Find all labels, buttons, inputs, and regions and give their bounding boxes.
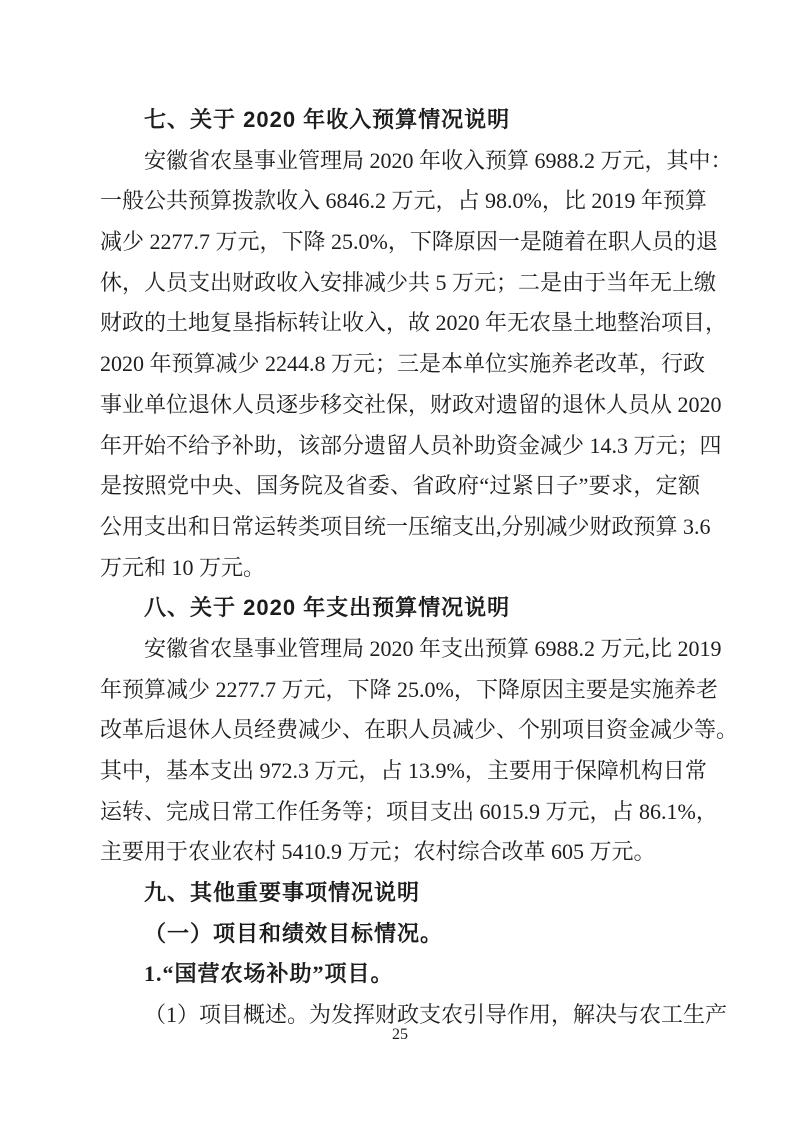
document-content xyxy=(100,100,739,1036)
paragraph-line: 公用支出和日常运转类项目统一压缩支出,分别减少财政预算 3.6 xyxy=(100,513,711,539)
paragraph-line: 年开始不给予补助，该部分遗留人员补助资金减少 14.3 万元；四 xyxy=(100,432,722,458)
paragraph-line: 万元和 10 万元。 xyxy=(100,554,266,580)
paragraph-line: 改革后退休人员经费减少、在职人员减少、个别项目资金减少等。 xyxy=(100,717,739,743)
paragraph-line: 安徽省农垦事业管理局 2020 年收入预算 6988.2 万元，其中： xyxy=(144,147,733,173)
section-heading: 九、其他重要事项情况说明 xyxy=(144,880,421,906)
paragraph-line: 减少 2277.7 万元，下降 25.0%，下降原因一是随着在职人员的退 xyxy=(100,229,718,255)
paragraph-line: 运转、完成日常工作任务等；项目支出 6015.9 万元，占 86.1%， xyxy=(100,798,718,824)
paragraph-line: 年预算减少 2277.7 万元，下降 25.0%，下降原因主要是实施养老 xyxy=(100,676,718,702)
paragraph-line: 是按照党中央、国务院及省委、省政府“过紧日子”要求，定额 xyxy=(100,473,701,499)
section-heading: 八、关于 2020 年支出预算情况说明 xyxy=(144,595,511,621)
page-number: 25 xyxy=(392,1026,408,1043)
section-heading: 七、关于 2020 年收入预算情况说明 xyxy=(144,107,511,132)
paragraph-line: 事业单位退休人员逐步移交社保，财政对遗留的退休人员从 2020 xyxy=(100,391,722,417)
paragraph-line: 休，人员支出财政收入安排减少共 5 万元；二是由于当年无上缴 xyxy=(100,269,717,295)
paragraph-line: 财政的土地复垦指标转让收入，故 2020 年无农垦土地整治项目， xyxy=(100,310,728,336)
paragraph-line: 一般公共预算拨款收入 6846.2 万元，占 98.0%，比 2019 年预算 xyxy=(100,188,707,214)
sub-heading: 1.“国营农场补助”项目。 xyxy=(144,961,394,987)
sub-heading: （一）项目和绩效目标情况。 xyxy=(144,920,444,946)
paragraph-line: 主要用于农业农村 5410.9 万元；农村综合改革 605 万元。 xyxy=(100,839,656,865)
paragraph-line: （1）项目概述。为发挥财政支农引导作用，解决与农工生产 xyxy=(144,1002,728,1028)
paragraph-line: 其中，基本支出 972.3 万元，占 13.9%，主要用于保障机构日常 xyxy=(100,758,707,783)
paragraph-line: 安徽省农垦事业管理局 2020 年支出预算 6988.2 万元,比 2019 xyxy=(144,635,722,661)
paragraph-line: 2020 年预算减少 2244.8 万元；三是本单位实施养老改革，行政 xyxy=(100,351,706,377)
